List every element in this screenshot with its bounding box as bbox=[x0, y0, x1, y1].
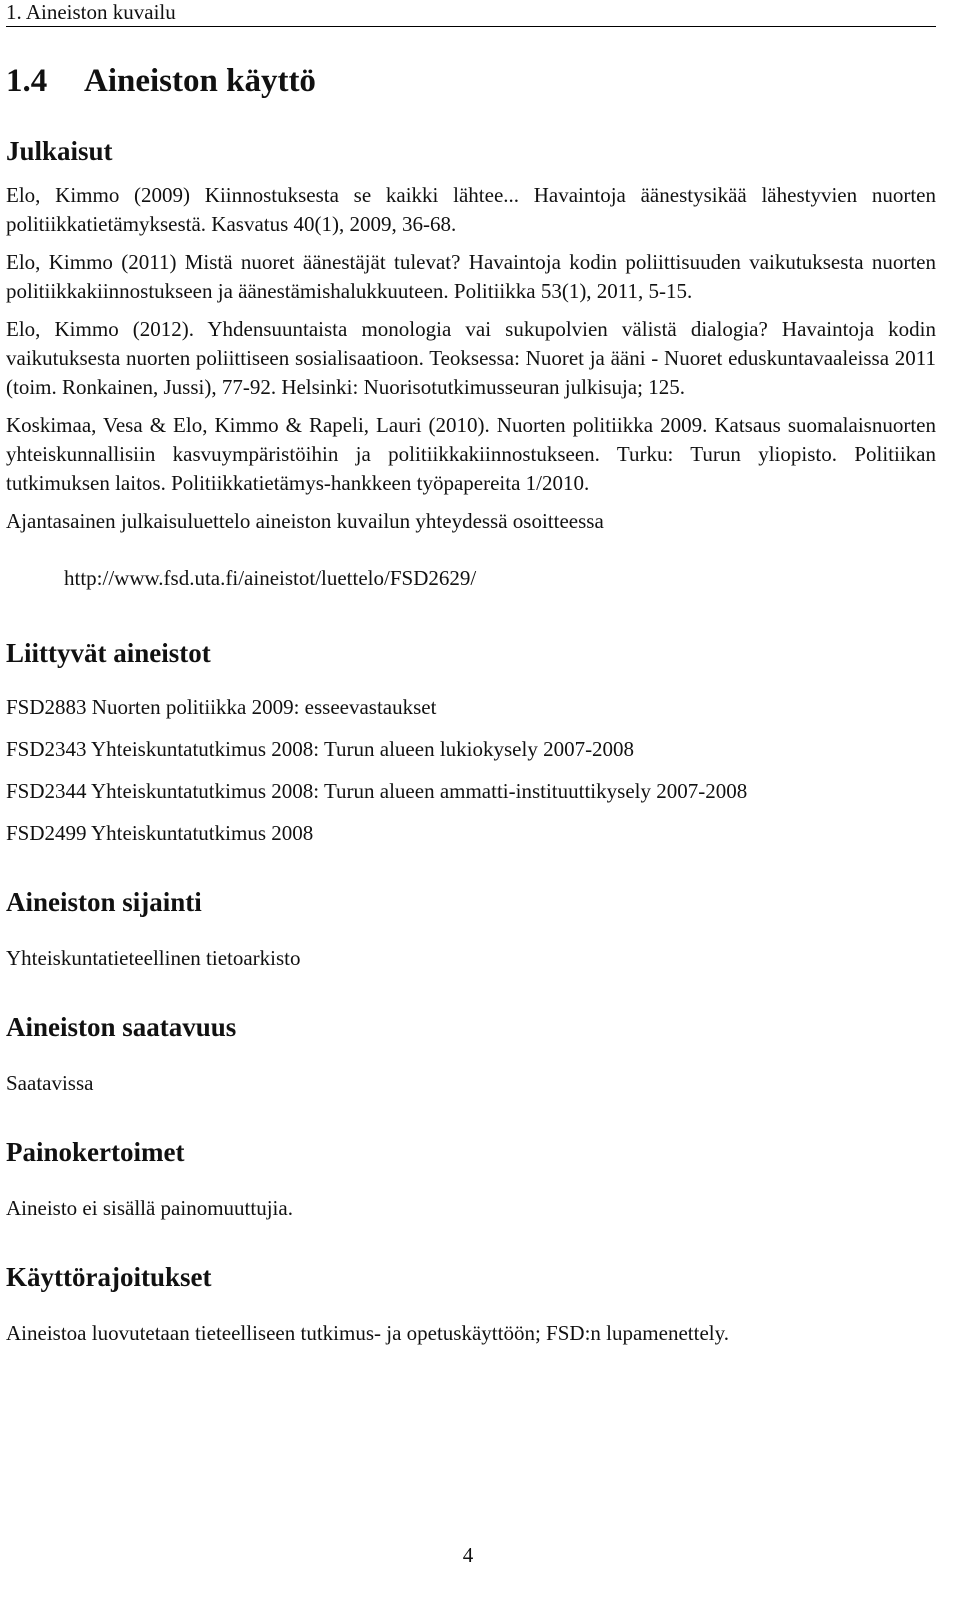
chapter-title bbox=[6, 61, 936, 101]
publication-item: Elo, Kimmo (2012). Yhdensuuntaista monologia vai sukupolvien välistä dialogia? Havaintoja kodin vaikutuksesta nuorten poliittiseen sosialisaatioon. Teoksessa: Nuoret ja ääni - Nuoret eduskuntavaaleissa 2011 (toim. Ronkainen, Jussi), 77-92. Helsinki: Nuorisotutkimusseuran julkisuja; 125. bbox=[6, 317, 936, 399]
section-heading-aineiston-saatavuus: Aineiston saatavuus bbox=[6, 1012, 237, 1042]
section-painokertoimet bbox=[6, 1136, 936, 1223]
publication-item: Koskimaa, Vesa & Elo, Kimmo & Rapeli, Lauri (2010). Nuorten politiikka 2009. Katsaus suomalaisnuorten yhteiskunnallisiin kasvuympäristöihin ja politiikkakiinnostukseen. Turku: Turun yliopisto. Politiikan tutkimuksen laitos. Politiikkatietämys-hankkeen työpapereita 1/2010. bbox=[6, 413, 936, 495]
section-body-kayttorajoitukset: Aineistoa luovutetaan tieteelliseen tutkimus- ja opetuskäyttöön; FSD:n lupamenettely. bbox=[6, 1321, 729, 1345]
section-aineiston-saatavuus bbox=[6, 1011, 936, 1098]
section-body-aineiston-sijainti: Yhteiskuntatieteellinen tietoarkisto bbox=[6, 946, 301, 970]
section-heading-painokertoimet: Painokertoimet bbox=[6, 1137, 185, 1167]
section-heading-liittyvat-aineistot: Liittyvät aineistot bbox=[6, 638, 211, 668]
section-body-aineiston-saatavuus: Saatavissa bbox=[6, 1071, 94, 1095]
publication-list-url[interactable]: http://www.fsd.uta.fi/aineistot/luettelo/FSD2629/ bbox=[64, 566, 477, 590]
section-heading-aineiston-sijainti: Aineiston sijainti bbox=[6, 887, 202, 917]
section-kayttorajoitukset bbox=[6, 1261, 936, 1348]
section-aineiston-sijainti bbox=[6, 886, 936, 973]
section-heading-kayttorajoitukset: Käyttörajoitukset bbox=[6, 1262, 212, 1292]
section-body-painokertoimet: Aineisto ei sisällä painomuuttujia. bbox=[6, 1196, 293, 1220]
section-julkaisut bbox=[6, 135, 936, 593]
section-heading-julkaisut: Julkaisut bbox=[6, 136, 113, 166]
publication-list bbox=[6, 181, 936, 536]
chapter-title-text: Aineiston käyttö bbox=[84, 63, 316, 99]
chapter-number: 1.4 bbox=[6, 63, 48, 99]
running-header: 1. Aineiston kuvailu bbox=[6, 0, 936, 27]
related-dataset-item: FSD2499 Yhteiskuntatutkimus 2008 bbox=[6, 821, 314, 845]
publication-item: Elo, Kimmo (2009) Kiinnostuksesta se kaikki lähtee... Havaintoja äänestysikää lähestyvien nuorten politiikkatietämyksestä. Kasvatus 40(1), 2009, 36-68. bbox=[6, 183, 936, 236]
document-page bbox=[6, 0, 936, 1348]
related-dataset-item: FSD2343 Yhteiskuntatutkimus 2008: Turun alueen lukiokysely 2007-2008 bbox=[6, 737, 635, 761]
related-dataset-item: FSD2883 Nuorten politiikka 2009: esseevastaukset bbox=[6, 695, 437, 719]
related-dataset-item: FSD2344 Yhteiskuntatutkimus 2008: Turun alueen ammatti-instituuttikysely 2007-2008 bbox=[6, 779, 748, 803]
publication-item: Elo, Kimmo (2011) Mistä nuoret äänestäjät tulevat? Havaintoja kodin poliittisuuden vaikutuksesta nuorten politiikkakiinnostukseen ja äänestämishalukkuuteen. Politiikka 53(1), 2011, 5-15. bbox=[6, 250, 936, 303]
section-liittyvat-aineistot bbox=[6, 637, 936, 848]
page-number: 4 bbox=[462, 1543, 474, 1567]
publication-list-note: Ajantasainen julkaisuluettelo aineiston kuvailun yhteydessä osoitteessa bbox=[6, 509, 604, 533]
related-dataset-list bbox=[6, 693, 936, 848]
